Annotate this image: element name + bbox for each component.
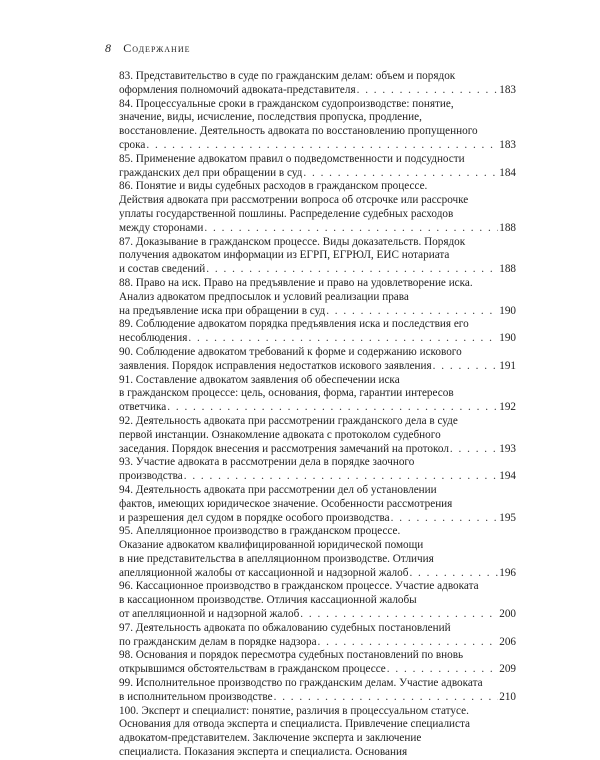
toc-entry-text: апелляционной жалобы от кассационной и надзорной жалоб xyxy=(119,566,409,579)
toc-entry-line xyxy=(119,111,516,125)
toc-entry xyxy=(119,525,516,580)
toc-page-number: 184 xyxy=(499,166,516,179)
dot-leader xyxy=(167,401,498,415)
toc-entry-text: фактов, имеющих юридическое значение. Особенности рассмотрения xyxy=(119,497,453,510)
toc-entry-text: гражданских дел при обращении в суд xyxy=(119,166,303,179)
toc-entry xyxy=(119,705,516,760)
toc-entry-line xyxy=(119,649,516,663)
toc-entry-line-with-page xyxy=(119,84,516,98)
dot-leader xyxy=(391,512,499,526)
toc-entry-text: 85. Применение адвокатом правил о подведомственности и подсудности xyxy=(119,152,465,165)
toc-entry xyxy=(119,70,516,98)
toc-entry-line xyxy=(119,525,516,539)
toc-page-number: 190 xyxy=(499,304,516,317)
toc-entry-line-with-page xyxy=(119,470,516,484)
toc-entry-text: в кассационном производстве. Отличия кассационной жалобы xyxy=(119,594,417,607)
toc-entry-text: от апелляционной и надзорной жалоб xyxy=(119,608,300,621)
page-number: 8 xyxy=(105,41,112,55)
toc-entry-text: 91. Составление адвокатом заявления об обеспечении иска xyxy=(119,373,400,386)
table-of-contents xyxy=(119,70,516,760)
dot-leader xyxy=(387,663,498,677)
dot-leader xyxy=(184,470,499,484)
toc-entry-text: 84. Процессуальные сроки в гражданском судопроизводстве: понятие, xyxy=(119,97,454,110)
toc-entry-text: и состав сведений xyxy=(119,263,206,276)
toc-entry-line xyxy=(119,456,516,470)
toc-entry-line xyxy=(119,98,516,112)
toc-entry-text: 89. Соблюдение адвокатом порядка предъявления иска и последствия его xyxy=(119,318,469,331)
toc-entry-text: значение, виды, исчисление, последствия пропуска, продление, xyxy=(119,111,422,124)
toc-entry-line xyxy=(119,622,516,636)
toc-entry-text: 96. Кассационное производство в гражданском процессе. Участие адвоката xyxy=(119,580,479,593)
toc-entry-line xyxy=(119,291,516,305)
toc-entry-line xyxy=(119,746,516,760)
toc-entry xyxy=(119,484,516,525)
toc-entry-text: в исполнительном производстве xyxy=(119,690,273,703)
toc-entry xyxy=(119,649,516,677)
toc-entry-line xyxy=(119,194,516,208)
toc-entry-line xyxy=(119,387,516,401)
toc-entry-line xyxy=(119,732,516,746)
toc-entry-line xyxy=(119,594,516,608)
toc-entry xyxy=(119,677,516,705)
toc-entry xyxy=(119,456,516,484)
toc-entry-text: заявления. Порядок исправления недостатков искового заявления xyxy=(119,359,432,372)
toc-entry-text: срока xyxy=(119,138,146,151)
toc-page-number: 191 xyxy=(499,359,516,372)
toc-entry-text: Основания для отвода эксперта и специалиста. Привлечение специалиста xyxy=(119,718,470,731)
toc-entry-line xyxy=(119,677,516,691)
toc-entry-text: адвокатом-представителем. Заключение эксперта и заключение xyxy=(119,732,422,745)
toc-entry-text: 92. Деятельность адвоката при рассмотрении гражданского дела в суде xyxy=(119,414,458,427)
toc-entry-line-with-page xyxy=(119,691,516,705)
toc-entry-line-with-page xyxy=(119,305,516,319)
toc-entry-text: 95. Апелляционное производство в гражданском процессе. xyxy=(119,525,401,538)
dot-leader xyxy=(303,167,498,181)
toc-page-number: 194 xyxy=(499,470,516,483)
toc-page-number: 200 xyxy=(499,608,516,621)
toc-entry-text: Оказание адвокатом квалифицированной юридической помощи xyxy=(119,539,424,552)
toc-entry-line xyxy=(119,318,516,332)
toc-entry-text: на предъявление иска при обращении в суд xyxy=(119,304,326,317)
toc-entry xyxy=(119,374,516,415)
toc-entry xyxy=(119,318,516,346)
toc-entry-text: 100. Эксперт и специалист: понятие, различия в процессуальном статусе. xyxy=(119,704,469,717)
toc-entry-line-with-page xyxy=(119,332,516,346)
toc-entry-text: 88. Право на иск. Право на предъявление и право на удовлетворение иска. xyxy=(119,276,473,289)
toc-entry-text: ответчика xyxy=(119,401,167,414)
dot-leader xyxy=(433,360,499,374)
toc-page-number: 206 xyxy=(499,635,516,648)
toc-page-number: 193 xyxy=(499,442,516,455)
dot-leader xyxy=(146,139,498,153)
toc-entry-line xyxy=(119,484,516,498)
toc-entry xyxy=(119,622,516,650)
toc-entry xyxy=(119,98,516,153)
toc-entry-line-with-page xyxy=(119,167,516,181)
toc-page-number: 188 xyxy=(499,221,516,234)
toc-entry-line xyxy=(119,553,516,567)
toc-entry xyxy=(119,346,516,374)
toc-entry-text: в гражданском процессе: цель, основания, форма, гарантии интересов xyxy=(119,387,454,400)
toc-entry-text: заседания. Порядок внесения и рассмотрения замечаний на протокол xyxy=(119,442,449,455)
toc-entry-line-with-page xyxy=(119,443,516,457)
toc-page-number: 188 xyxy=(499,263,516,276)
dot-leader xyxy=(188,332,498,346)
dot-leader xyxy=(318,636,499,650)
toc-page-number: 196 xyxy=(499,566,516,579)
dot-leader xyxy=(409,567,498,581)
toc-entry-line xyxy=(119,208,516,222)
toc-page-number: 183 xyxy=(499,83,516,96)
toc-entry-line xyxy=(119,580,516,594)
running-header xyxy=(105,41,191,56)
toc-entry-line xyxy=(119,236,516,250)
toc-entry-line-with-page xyxy=(119,360,516,374)
dot-leader xyxy=(357,84,499,98)
toc-entry-text: производства xyxy=(119,470,183,483)
toc-entry-text: 83. Представительство в суде по гражданским делам: объем и порядок xyxy=(119,70,456,82)
toc-page-number: 209 xyxy=(499,663,516,676)
toc-entry-text: несоблюдения xyxy=(119,332,188,345)
dot-leader xyxy=(206,263,498,277)
toc-entry-line-with-page xyxy=(119,139,516,153)
dot-leader xyxy=(274,691,499,705)
running-title: Содержание xyxy=(123,41,191,55)
toc-entry-line-with-page xyxy=(119,636,516,650)
toc-entry-text: между сторонами xyxy=(119,221,204,234)
toc-entry-line xyxy=(119,180,516,194)
dot-leader xyxy=(326,305,498,319)
toc-entry-text: 86. Понятие и виды судебных расходов в гражданском процессе. xyxy=(119,180,428,193)
toc-entry-text: восстановление. Деятельность адвоката по восстановлению пропущенного xyxy=(119,125,478,138)
toc-page-number: 192 xyxy=(499,401,516,414)
toc-entry-text: Действия адвоката при рассмотрении вопроса об отсрочке или рассрочке xyxy=(119,194,469,207)
toc-entry-line xyxy=(119,374,516,388)
toc-entry-text: 87. Доказывание в гражданском процессе. Виды доказательств. Порядок xyxy=(119,235,466,248)
toc-entry-text: 94. Деятельность адвоката при рассмотрении дел об установлении xyxy=(119,483,437,496)
toc-entry-text: уплаты государственной пошлины. Распределение судебных расходов xyxy=(119,207,454,220)
dot-leader xyxy=(450,443,498,457)
toc-page-number: 210 xyxy=(499,690,516,703)
toc-entry-line xyxy=(119,153,516,167)
dot-leader xyxy=(204,222,498,236)
toc-entry xyxy=(119,153,516,181)
toc-entry-text: 98. Основания и порядок пересмотра судебных постановлений по вновь xyxy=(119,649,464,662)
toc-entry xyxy=(119,236,516,277)
toc-entry-text: специалиста. Показания эксперта и специалиста. Основания xyxy=(119,746,408,759)
toc-entry-line xyxy=(119,705,516,719)
toc-entry-text: в ние представительства в апелляционном производстве. Отличия xyxy=(119,552,434,565)
toc-entry-line xyxy=(119,125,516,139)
toc-entry-line xyxy=(119,277,516,291)
toc-entry-line-with-page xyxy=(119,512,516,526)
toc-entry-text: по гражданским делам в порядке надзора xyxy=(119,635,317,648)
toc-entry-line xyxy=(119,718,516,732)
toc-entry-text: 99. Исполнительное производство по гражданским делам. Участие адвоката xyxy=(119,677,483,690)
toc-entry-text: 93. Участие адвоката в рассмотрении дела в порядке заочного xyxy=(119,456,415,469)
toc-entry-text: оформления полномочий адвоката-представителя xyxy=(119,83,356,96)
toc-entry-line xyxy=(119,70,516,84)
toc-entry xyxy=(119,180,516,235)
toc-entry-text: получения адвокатом информации из ЕГРП, ЕГРЮЛ, ЕИС нотариата xyxy=(119,249,450,262)
toc-entry-line-with-page xyxy=(119,608,516,622)
toc-entry-text: Анализ адвокатом предпосылок и условий реализации права xyxy=(119,290,409,303)
toc-entry xyxy=(119,277,516,318)
toc-entry-text: открывшимся обстоятельствам в гражданском процессе xyxy=(119,663,386,676)
toc-entry-line-with-page xyxy=(119,401,516,415)
toc-entry-text: первой инстанции. Ознакомление адвоката с протоколом судебного xyxy=(119,428,441,441)
toc-entry xyxy=(119,415,516,456)
toc-entry xyxy=(119,580,516,621)
toc-page-number: 190 xyxy=(499,332,516,345)
toc-entry-text: 90. Соблюдение адвокатом требований к форме и содержанию искового xyxy=(119,345,462,358)
toc-entry-line xyxy=(119,415,516,429)
toc-entry-text: и разрешения дел судом в порядке особого производства xyxy=(119,511,390,524)
toc-entry-line xyxy=(119,249,516,263)
toc-entry-text: 97. Деятельность адвоката по обжалованию судебных постановлений xyxy=(119,621,451,634)
toc-entry-line xyxy=(119,498,516,512)
toc-entry-line-with-page xyxy=(119,263,516,277)
dot-leader xyxy=(300,608,498,622)
toc-entry-line-with-page xyxy=(119,663,516,677)
toc-entry-line-with-page xyxy=(119,222,516,236)
toc-entry-line xyxy=(119,346,516,360)
toc-entry-line xyxy=(119,429,516,443)
toc-entry-line xyxy=(119,539,516,553)
toc-page-number: 183 xyxy=(499,138,516,151)
toc-page-number: 195 xyxy=(499,511,516,524)
toc-entry-line-with-page xyxy=(119,567,516,581)
